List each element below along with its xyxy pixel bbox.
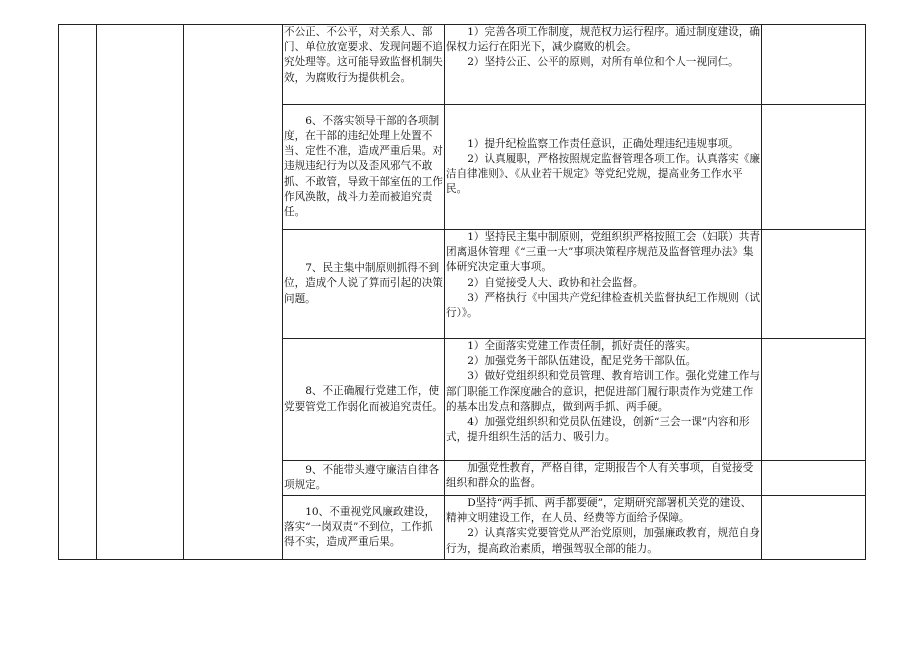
risk-cell bbox=[283, 25, 445, 105]
measure-text: 4）加强党组织织和党员队伍建设，创新“三会一课”内容和形式，提升组织生活的活力、吸引力。 bbox=[446, 416, 750, 444]
measure-text: 加强党性教育，严格自律，定期报告个人有关事项，自觉接受组织和群众的监督。 bbox=[446, 462, 754, 490]
measure-cell bbox=[445, 230, 762, 339]
measure-text: 3）严格执行《中国共产党纪律检查机关监督执纪工作规则（试行）》。 bbox=[446, 291, 760, 320]
risk-text: 7、民主集中制原则抓得不到位，造成个人说了算而引起的决策问题。 bbox=[284, 262, 443, 305]
remark-cell bbox=[762, 496, 866, 560]
measure-text: 3）做好党组织织和党员管理、教育培训工作。强化党建工作与部门职能工作深度融合的意识，把促进部门履行职责作为党建工作的基本出发点和落脚点，做到两手抓、两手硬。 bbox=[446, 370, 760, 413]
risk-cell bbox=[283, 496, 445, 560]
measure-cell bbox=[445, 496, 762, 560]
measure-text: D坚持“两手抓、两手都要硬”，定期研究部署机关党的建设、精神文明建设工作，在人员、经费等方面给予保障。 bbox=[446, 497, 752, 525]
measure-cell bbox=[445, 461, 762, 496]
risk-text: 8、不正确履行党建工作，使党要管党工作弱化而被追究责任。 bbox=[284, 385, 443, 413]
measure-cell bbox=[445, 105, 762, 230]
risk-prevention-table bbox=[58, 24, 866, 560]
measure-text: 1）坚持民主集中制原则，党组织织严格按照工会（妇联）共青团离退休管理《“三重一大”事项决策程序规范及监督管理办法》集体研究决定重大事项。 bbox=[446, 231, 760, 274]
remark-cell bbox=[762, 230, 866, 339]
risk-text: 6、不落实领导干部的各项制度，在干部的违纪处理上处置不当、定性不准，造成严重后果。对违规违纪行为以及歪风邪气不敢抓、不敢管，导致干部室伍的工作作风涣散，战斗力差而被追究责任。 bbox=[284, 114, 443, 218]
measure-text: 1）全面落实党建工作责任制，抓好责任的落实。 bbox=[467, 340, 697, 352]
risk-text: 不公正、不公平，对关系人、部门、单位放宽要求、发现问题不追究处理等。这可能导致监督机制失效，为腐败行为提供机会。 bbox=[284, 26, 443, 84]
index-column-cell bbox=[59, 25, 97, 560]
measure-text: 2）自觉接受人大、政协和社会监督。 bbox=[467, 276, 644, 289]
measure-text: 2）加强党务干部队伍建设，配足党务干部队伍。 bbox=[467, 355, 697, 368]
post-column-cell bbox=[97, 25, 184, 560]
category-column-cell bbox=[184, 25, 283, 560]
risk-text: 10、不重视党风廉政建设，落实“一岗双责”不到位，工作抓得不实，造成严重后果。 bbox=[284, 505, 436, 549]
measure-cell bbox=[445, 339, 762, 461]
measure-text: 2）坚持公正、公平的原则，对所有单位和个人一视同仁。 bbox=[467, 56, 739, 69]
remark-cell bbox=[762, 105, 866, 230]
risk-cell bbox=[283, 461, 445, 496]
remark-cell bbox=[762, 339, 866, 461]
risk-cell bbox=[283, 230, 445, 339]
remark-cell bbox=[762, 25, 866, 105]
table-row bbox=[59, 25, 866, 105]
measure-cell bbox=[445, 25, 762, 105]
measure-text: 1）提升纪检监察工作责任意识，正确处理违纪违规事项。 bbox=[467, 137, 739, 150]
risk-cell bbox=[283, 339, 445, 461]
measure-text: 2）认真落实党要管党从严治党原则，加强廉政教育，规范自身行为，提高政治素质，增强驾驭全部的能力。 bbox=[446, 527, 760, 555]
measure-text: 2）认真履职，严格按照规定监督管理各项工作。认真落实《廉洁自律准则》、《从业若干规定》等党纪党规，提高业务工作水平民。 bbox=[446, 152, 760, 196]
measure-text: 1）完善各项工作制度，规范权力运行程序。通过制度建设，确保权力运行在阳光下，减少腐败的机会。 bbox=[446, 26, 760, 54]
risk-text: 9、不能带头遵守廉洁自律各项规定。 bbox=[284, 463, 440, 491]
remark-cell bbox=[762, 461, 866, 496]
risk-cell bbox=[283, 105, 445, 230]
